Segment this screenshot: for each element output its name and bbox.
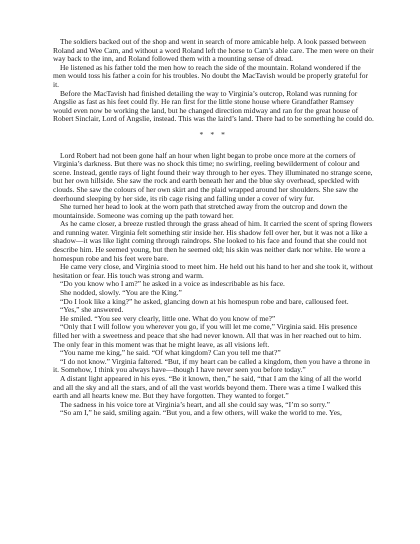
paragraph: A distant light appeared in his eyes. “Be it known, then,” he said, “that I am the king of all the world and all the sky and all the stars, and of all the vast worlds beyond them. There was a time I walked this earth and all hearts knew me. But they have forgotten. They wanted to forget.” <box>53 373 362 401</box>
paragraph: Before the MacTavish had finished detailing the way to Virginia’s outcrop, Roland was running for Angslie as fast as his feet could fly. He ran first for the little stone house where Grandfather Ramsey would even now be working the land, but he changed direction midway and ran for the great house of Robert Sinclair, Lord of Angslie, instead. This was the laird’s land. There had to be something he could do. <box>53 88 374 124</box>
scene-break: * * * <box>199 129 228 139</box>
paragraph: The sadness in his voice tore at Virginia’s heart, and all she could say was, “I’m so sorry.” <box>60 399 330 409</box>
paragraph: “Only that I will follow you wherever you go, if you will let me come,” Virginia said. His presence filled her with a sweetness and peace that she had never known. All that was in her reached out to him. The only fear in this moment was that he might leave, as all visions left. <box>53 322 362 349</box>
paragraph: “Do you know who I am?” he asked in a voice as indescribable as his face. <box>60 279 285 289</box>
paragraph: She nodded, slowly. “You are the King.” <box>60 288 182 298</box>
paragraph: “You name me king,” he said. “Of what kingdom? Can you tell me that?” <box>60 348 281 358</box>
paragraph: “I do not know.” Virginia faltered. “But, if my heart can be called a kingdom, then you have a throne in it. Somehow, I think you always have—though I have never seen you before today.” <box>53 356 370 375</box>
paragraph: As he came closer, a breeze rustled through the grass ahead of him. It carried the scent of spring flowers and running water. Virginia felt something stir inside her. His shadow fell over her, but it was not a like a shadow—it was like light coming through raindrops. She looked to his face and found that she could not describe him. He seemed young, but then he seemed old; his skin was neither dark nor white. He wore a homespun robe and his feet were bare. <box>53 219 373 263</box>
paragraph: The soldiers backed out of the shop and went in search of more amicable help. A look passed between Roland and Wee Cam, and without a word Roland left the horse to Cam’s able care. The men were on their way back to the inn, and Roland followed them with a mounting sense of dread. <box>53 37 374 64</box>
section-virginia <box>53 152 374 418</box>
paragraph: “So am I,” he said, smiling again. “But you, and a few others, will wake the world to me. Yes, <box>60 408 342 418</box>
paragraph: He smiled. “You see very clearly, little one. What do you know of me?” <box>60 313 276 323</box>
section-roland <box>53 38 374 124</box>
paragraph: “Do I look like a king?” he asked, glancing down at his homespun robe and bare, calloused feet. <box>60 296 349 306</box>
paragraph: He came very close, and Virginia stood to meet him. He held out his hand to her and she took it, without hesitation or fear. His touch was strong and warm. <box>53 262 373 280</box>
paragraph: Lord Robert had not been gone half an hour when light began to probe once more at the corners of Virginia’s darkness. But there was no shock this time; no swirling, reeling bewilderment of colour and scene. Instead, gentle rays of light found their way through to her eyes. They illuminated no strange scene, but her own hillside. She saw the rock and earth beneath her and the blue sky overhead, speckled with clouds. She saw the colours of her own skirt and the plaid wrapped around her shoulders. She saw the deerhound sleeping by her side, its rib cage rising and falling under a cover of wiry fur. <box>53 150 373 203</box>
paragraph: She turned her head to look at the worn path that stretched away from the outcrop and down the mountainside. Someone was coming up the path toward her. <box>53 202 348 220</box>
paragraph: “Yes,” she answered. <box>60 305 124 315</box>
paragraph: He listened as his father told the men how to reach the side of the mountain. Roland wondered if the men would toss his father a coin for his troubles. No doubt the MacTavish would be properly grateful for it. <box>53 62 369 89</box>
